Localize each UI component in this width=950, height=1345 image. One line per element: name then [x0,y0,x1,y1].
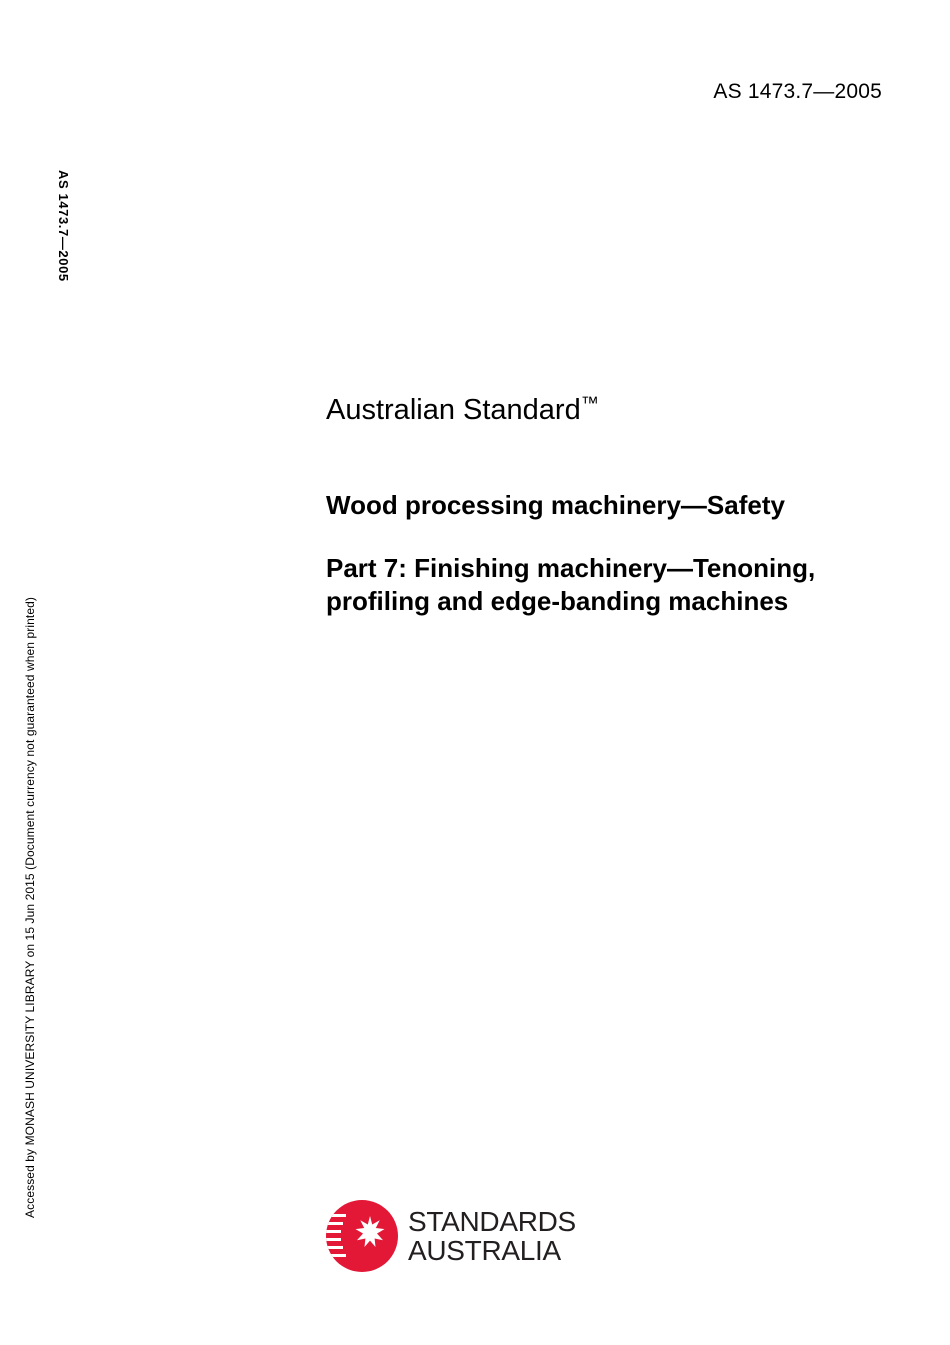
document-subtitle [326,552,906,618]
publisher-logo [326,1200,576,1272]
publisher-name-line-2: AUSTRALIA [408,1235,561,1266]
trademark-symbol: ™ [580,393,599,413]
document-number: AS 1473.7—2005 [713,80,882,103]
access-notice: Accessed by MONASH UNIVERSITY LIBRARY on 15 Jun 2015 (Document currency not guaranteed when printed) [23,597,37,1218]
series-name: Australian Standard [326,394,581,426]
spine-document-code: AS 1473.7—2005 [56,170,71,282]
standard-series-heading [326,386,599,427]
subtitle-line-2: profiling and edge-banding machines [326,586,789,616]
subtitle-line-1: Part 7: Finishing machinery—Tenoning, [326,553,816,583]
publisher-name [408,1207,576,1265]
document-title: Wood processing machinery—Safety [326,490,785,520]
standards-australia-logo-icon [326,1200,398,1272]
publisher-name-line-1: STANDARDS [408,1206,576,1237]
